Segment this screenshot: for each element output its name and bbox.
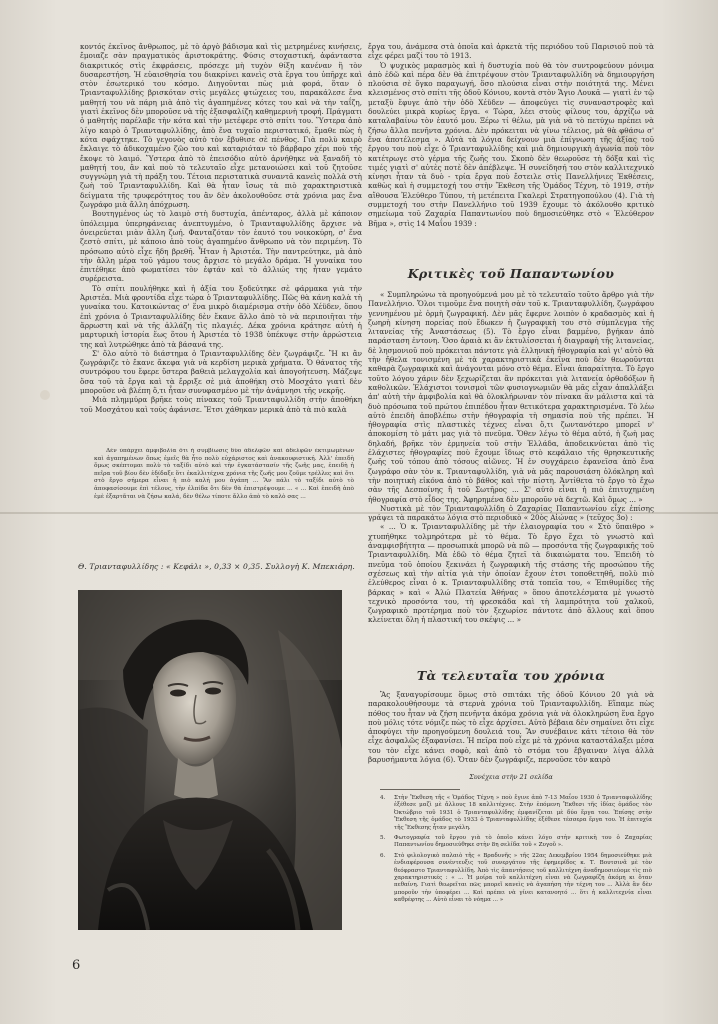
paragraph: ἔργα του, ἀνάμεσα στὰ ὁποῖα καὶ ἀρκετὰ τῆς περιόδου τοῦ Παρισιοῦ ποὺ τὰ εἶχε φέρει μαζί του τὸ 1913. xyxy=(368,42,654,61)
critique-text xyxy=(368,290,654,662)
section-heading-critiques: Κριτικὲς τοῦ Παπαντωνίου xyxy=(407,266,615,281)
footnote xyxy=(380,835,652,850)
footnotes xyxy=(380,795,652,908)
paragraph: Μιὰ πλημμύρα βρῆκε τοὺς πίνακες τοῦ Τριανταφυλλίδη στὴν ἀποθήκη τοῦ Μοσχάτου καὶ τοὺς ἀφάνισε. Ἔτσι χάθηκαν μερικὰ ἀπὸ τὰ πιὸ καλὰ xyxy=(80,395,362,414)
painting-kefali-photo xyxy=(78,590,342,930)
paragraph: Σ' ὅλο αὐτὸ τὸ διάστημα ὁ Τριανταφυλλίδης δὲν ζωγράφιζε. Ἢ κι ἂν ζωγράφιζε τὸ ἔκανε ἄκεφα γιὰ νὰ κερδίση μερικὰ χρήματα. Ὁ θάνατος τῆς συντρόφου του ἔφερε ὕστερα βαθειὰ μελαγχολία καὶ ἀπογοήτευση. Μάζεψε ὅσα τοῦ τὰ ἔργα καὶ τὰ ἔρριξε σὲ μιὰ ἀποθήκη στὸ Μοσχάτο γιατὶ δὲν μποροῦσε νὰ βλέπη ὅ,τι ἦταν συνυφασμένο μὲ τὴν ἀνάμνησι τῆς νεκρῆς. xyxy=(80,348,362,395)
paragraph: Ἂς ξαναγυρίσουμε ὅμως στὸ σπιτάκι τῆς ὁδοῦ Κόνιου 20 γιὰ νὰ παρακολουθήσουμε τὰ στερνὰ χρόνια τοῦ Τριανταφυλλίδη. Εἴπαμε πὼς πόθος του ἦταν νὰ ζήση πενῆντα ἀκόμα χρόνια γιὰ νὰ ὁλοκληρώση ἕνα ἔργο ποὺ μόλις τότε νόμιζε πὼς τὸ εἶχε ἀρχίσει. Αὐτὸ βέβαια δὲν σημαίνει ὅτι εἶχε ἀποφύγει τὴν προηγούμενη δουλειά του. Ἂν συνέβαινε κάτι τέτοιο θὰ τὸν εἶχε ἀσφαλῶς ἐξαφανίσει. Ἡ πεῖρα ποὺ εἶχε μὲ τὰ χρόνια καταστάλαξει μέσα του τὸν εἶχε κάνει σοφὸ, καὶ ἀπὸ τὸ στόμα του ἔβγαιναν λίγα ἀλλὰ βαρυσήμαντα λόγια (6). Ὅταν δὲν ζωγράφιζε, περνοῦσε τὸν καιρὸ xyxy=(368,690,654,765)
footnote xyxy=(380,795,652,832)
footnote-number: 5. xyxy=(380,835,386,842)
portrait-illustration xyxy=(78,590,342,930)
last-years-text xyxy=(368,690,654,772)
continued-on-page: Συνέχεια στὴν 21 σελίδα xyxy=(469,773,553,781)
right-column-intro xyxy=(368,42,654,262)
paragraph: κοντός ἐκεῖνος ἄνθρωπος, μὲ τὸ ἀργὸ βάδισμα καὶ τὶς μετρημένες κινήσεις, ἔμοιαζε σὰν πραγματικὸς ἀριστοκράτης. Φύσις στοχαστική, ἀφάνταστα διακριτικός στὶς ἐκφράσεις, πρόσεχε μὴ τυχὸν θίξη κανέναν ἢ τὸν δυσαρεστήση. Ἡ εὐαισθησία του διακρίνει κανεὶς στὰ ἔργα του ὑπῆρχε καὶ στὸν ἐσωτερικό του κόσμο. Διηγοῦνται πὼς μιὰ φορά, ὅταν ὁ Τριανταφυλλίδης βρισκόταν στὶς μεγάλες φτώχειες του, παρακάλεσε ἕνα μαθητή του νὰ πάρη μιὰ ἀπὸ τὶς ἀγαπημένες κότες του καὶ νὰ τὴν ταΐζη, γιατὶ ἐκεῖνος δὲν μποροῦσε νὰ τῆς ἐξασφαλίζη καθημερινὴ τροφή. Πράγματι ὁ μαθητὴς παρέλαβε τὴν κότα καὶ τὴν μετέφερε στὸ σπίτι του. Ὕστερα ἀπὸ λίγο καιρὸ ὁ Τριανταφυλλίδης, ἀπὸ ἕνα τυχαῖο περιστατικό, ἔμαθε πὼς ἡ κότα σφάχτηκε. Τὸ γεγονὸς αὐτὸ τὸν ἔβυθισε σὲ πένθος. Γιὰ πολὺ καιρὸ ἔκλαιγε τὸ ἀδικοχαμένο ζῶο του καὶ καταριόταν τὸ βάρβαρο χέρι ποὺ τῆς ἔκοψε τὸ λαιμό. Ὕστερα ἀπὸ τὸ ἐπεισόδιο αὐτὸ ἀρνήθηκε νὰ ξαναδῆ τὸ μαθητή του, ἂν καὶ ποὺ τὸ τελευταῖο εἶχε μετανοιώσει καὶ τοῦ ζητοῦσε συγγνώμη γιὰ τὴ πράξη του. Τέτοια περιστατικὰ συναντᾶ κανεὶς πολλὰ στὴ ζωὴ τοῦ Τριανταφυλλίδη. Καὶ θὰ ἦταν ἴσως τὰ πιὸ χαρακτηριστικὰ δείγματα τῆς τρυφερότητος του ἂν δὲν ἀκολουθοῦσε στὰ χρόνια μας ἕνα ζωγράφο μιὰ ἄλλη ἀπόχρωση. xyxy=(80,42,362,210)
paper-stain xyxy=(40,390,50,400)
paragraph: Ὁ ψυχικὸς μαρασμὸς καὶ ἡ δυστυχία ποὺ θὰ τὸν συντροφεύουν μόνιμα ἀπὸ ἐδῶ καὶ πέρα δὲν θὰ ἐπιτρέψουν στὸν Τριανταφυλλίδη νὰ δημιουργήση πλούσια σὲ ὄγκο παραγωγή, ὅσο πλούσια εἶναι στὴν ποιότητά της. Μένει κλεισμένος στὸ σπίτι τῆς ὁδοῦ Κόνιου, κοντὰ στὸν Ἅγιο Λουκᾶ — γιατὶ ἐν τῷ μεταξὺ ἔφυγε ἀπὸ τὴν ὁδὸ Χέϋδεν — ἀποφεύγει τὶς συναναστροφὲς καὶ δουλεύει μικρὰ κυρίως ἔργα. « Τώρα, λέει στοὺς φίλους του, ἀρχίζω νὰ καταλαβαίνω τὸν ἑαυτό μου. Ξέρω τί θέλω, μὰ γιὰ νὰ τὸ πετύχω πρέπει νὰ ζήσω ἄλλα πενῆντα χρόνια. Δὲν πρόκειται νὰ γίνω τέλειος, μὰ θὰ φθάσω σ' ἕνα ἀποτέλεσμα ». Αὐτὰ τὰ λόγια δείχνουν μιὰ ἐπίγνωση τῆς ἀξίας τοῦ ἔργου του ποὺ εἶχε ὁ Τριανταφυλλίδης καὶ μιὰ δημιουργικὴ ἀγωνία ποὺ τὸν κατέτρωγε στὸ γέρμα τῆς ζωῆς του. Σκοπὸ δὲν θεωροῦσε τὴ δόξα καὶ τὶς τιμές γιατὶ σ' αὐτὲς ποτὲ δὲν ἀπέβλεψε. Ἡ συνείδησή του στὸν καλλιτεχνικὸ κίνησι ἦταν τὰ δυὸ - τρία ἔργα ποὺ ἔστειλε στὶς Πανελλήνιες Ἐκθέσεις, καθὼς καὶ ἡ συμμετοχή του στὴν Ἔκθεση τῆς Ὁμάδος Τέχνη, τὸ 1919, στὴν αἴθουσα Ἐλεύθερο Τύπου, τὴ μετέπειτα Γκαλερὶ Στρατηγοπούλου (4). Γιὰ τὴ συμμετοχή του στὴν Πανελλήνιο τοῦ 1939 ἔχουμε τὸ ἀκόλουθο κριτικὸ σημείωμα τοῦ Ζαχαρία Παπαντωνίου ποὺ δημοσιεύθηκε στὸ « Ἐλεύθερον Βῆμα », στὶς 14 Μαΐου 1939 : xyxy=(368,60,654,228)
painting-caption: Θ. Τριανταφυλλίδης : « Κεφάλι », 0,33 × 0,35. Συλλογὴ Κ. Μπεκιάρη. xyxy=(78,562,355,571)
section-heading-last-years: Τὰ τελευταῖα του χρόνια xyxy=(416,668,606,683)
paragraph: Τὸ σπίτι πουλήθηκε καὶ ἡ ἀξία του ξοδεύτηκε σὲ φάρμακα γιὰ τὴν Ἀριστέα. Μιὰ φροντίδα εἶχε τώρα ὁ Τριανταφυλλίδης. Πῶς θὰ κάνη καλὰ τὴ γυναίκα του. Κατοικώντας σ' ἕνα μικρὸ διαμέρισμα στὴν ὁδὸ Χέϋδεν, ὅπου ἐπὶ χρόνια ὁ Τριανταφυλλίδης δὲν ἔκανε ἄλλο ἀπὸ τὸ νὰ περιποιῆται τὴν ἄρρωστη καὶ νὰ τῆς ἀλλάζη τὶς πλαγιές. Δέκα χρόνια κράτησε αὐτὴ ἡ μαρτυρικὴ ἱστορία ἕως ὅτου ἡ Ἀριστέα τὸ 1938 ὑπέκυψε στὴν ἀρρώστεια της καὶ λυτρώθηκε ἀπὸ τὰ βάσανά της. xyxy=(80,283,362,349)
paragraph: « Συμπληρώνω τὰ προηγούμενά μου μὲ τὸ τελευταῖο τοῦτο ἄρθρο γιὰ τὴν Πανελλήνιο. Ὅλοι τιμοῦμε ἕνα ποιητὴ σὰν τοῦ κ. Τριανταφυλλίδη, ζωγράφου γεννημένου μὲ ὁρμὴ ζωγραφική. Δὲν μᾶς ἔφερνε λοιπὸν ὁ κραδασμὸς καὶ ἡ ζωηρὴ κίνηση πορείας ποὺ ἔδωκεν ἡ ζωγραφικὴ του στὸ σύμπλεγμα τῆς λιτανείας τῆς Ἀναστάσεως (5). Τὸ ἔργο εἶναι βαμμένο, βγήκαν ἀπὸ παράσταση ἐντονη. Ὅσο ἀραιὰ κι ἂν ἐκτυλίσσεται ἡ διαγραφὴ τῆς λιτανείας, δὲ λησμονιοῦ ποὺ πρόκειται πάντοτε γιὰ ἑλληνικὴ ἠθογραφία καὶ γι' αὐτὸ θὰ τὴν ἤθελα τονισμένη μὲ τὰ χαρακτηριστικὰ ἐκεῖνα ποὺ δὲν θεωροῦνται καθαρὰ ζωγραφικὰ καὶ ἀνάγονται μόνο στὸ θέμα. Εἶναι ἀπαραίτητα. Τὸ ἔργο τοῦτο λόγου χάριν δὲν ξεχωρίζεται ἂν πρόκειται γιὰ λιτανεία ὀρθοδόξων ἢ καθολικῶν. Ἐλάχιστοι τονισμοὶ τῶν φυσιογνωμιῶν θὰ μᾶς εἶχαν ἀπαλλάξει ἀπ' αὐτὴ τὴν ἀμφιβολία καὶ θὰ ὁλοκλήρωναν τὸν πίνακα ἂν μάλιστα καὶ τὰ δυὸ πρόσωπα τοῦ πρώτου ἐπιπέδου ἦταν θετικότερα χαρακτηρισμένα. Τὸ λέω αὐτὸ ἐπειδὴ ἀποβλέπω στὴν ἠθογραφία τὴ σημασία ποὺ τῆς πρέπει. Ἡ ἠθογραφία στὶς πλαστικὲς τέχνες εἶναι ὅ,τι ζωντανότερο μπορεῖ ν' ἀποκομίση τὸ μάτι μας γιὰ τὸ πνεῦμα. Ὅθεν λέγω τὸ θέμα αὐτό, ἡ ζωὴ μας δηλαδή, βρῆκε τὸν ἐρμηνεία τοῦ στὴν Ἑλλάδα, ἀποδεικνύεται ἀπὸ τὶς ἐλάχιστες ἠθογραφίες ποὺ ἔχουμε ἴδιως στὸ κεφάλαιο τῆς θρησκευτικῆς ζωῆς τοῦ τόπου ἀπὸ τόσους αἰῶνες. Ἡ ἐν συγχάρειο ἐφανεῖσα ἀπὸ ἕνα ζωγράφο σὰν τὸν κ. Τριανταφυλλίδη, γιὰ νὰ μᾶς παρουσιάση ὁλόκληρη καὶ τὴν ποιητικὴ εἰκόνα ἀπὸ τὸ βάθος καὶ τὴν πίστη. Ἀντίθετα τὸ ἔργο τὸ ἔχω σὰν τῆς Δεσποίνης ἢ τοῦ Σωτῆρος ... Σ' αὐτὸ εἶναι ἡ πιὸ ἐπιτυχημένη ἠθογραφία στὸ εἶδος της. Ἀφηρημένα δὲν μποροῦν νὰ δεχτῶ. Καὶ ὅμως ... » xyxy=(368,290,654,504)
footnote-text: Στὸ φιλολογικὸ παλαιὸ τῆς « Βραδυνῆς » τῆς 22ας Δεκεμβρίου 1954 δημοσιεύθηκε μιὰ ἐνδιαφέρουσα συνέντευξις τοῦ συνεργάτου τῆς ἐφημερίδος κ. Τ. Βουτσινᾶ μὲ τὸν θεόφραστο Τριανταφυλλίδη. Ἀπὸ τὶς ἀπαντήσεις τοῦ καλλιτέχνη ἀναδημοσιεύομε τὶς πιὸ χαρακτηριστικές : « ... Ἡ μοίρα τοῦ καλλιτέχνη εἶναι νὰ ζωγραφίζη ἀκόμη κι ὅταν πεθαίνη. Γιατὶ θεωρεῖται πῶς μπορεῖ κανεὶς νὰ ἀγαπήση τὴν τέχνη του ... Ἀλλὰ ἂν δὲν μποροῦν τὴν ὑποφέρει ... Καὶ πρέπει νὰ γίνει κατανοητό ... ὅτι ἡ καλλιτεχνία εἶναι καθρέφτης ... Αὐτὸ εἶναι τὸ νόημα ... » xyxy=(394,852,652,904)
paragraph: Δὲν ὑπάρχει ἀμφιβολία ὅτι ἡ συμβίωσις δύο ἀδελφῶν καὶ ἀδελφῶν ἐκτιμωμένων καὶ ἀγαπημένων ὅπως ἐμεῖς θὰ ἦτο πολὺ εὐχάριστος καὶ ἀνακουφιστική. Ἀλλ' ἐπειδὴ ὅμως σκέπτομαι πολὺ τὸ ταξίδι αὐτὸ καὶ τὴν ἐγκατάστασίν τῆς ζωῆς μας, ἐπειδὴ ἡ πεῖρα τοῦ βίου δὲν ἐδίδαξε ὅτι ἐκαλλιτέχνα χρόνια τῆς ζωῆς μου ζοῦμε τρέλλες καὶ ὅτι στὸ ἔργο σήμερα εἶναι ἡ πιὸ καλή μου ἀγάπη ... Ἂν πάλι τὸ ταξίδι αὐτὸ τὸ ἀποφασίσουμε ἐπὶ τέλους, τὴν ἐλπίδα ὅτι δὲν θὰ ἐπιστρέψουμε ... « ... Καὶ ἐπειδὴ ἀπὸ ἐμὲ ἐξαρτᾶται νὰ ζήσω καλά, δὲν θέλω τίποτε ἄλλο ἀπὸ τὸ καλὸ σας ... xyxy=(94,448,354,500)
page-number: 6 xyxy=(72,958,81,973)
footnote-text: Στὴν Ἔκθεση τῆς « Ὁμάδος Τέχνη » ποὺ ἔγινε ἀπὸ 7-13 Μαΐου 1930 ὁ Τριανταφυλλίδης ἐξέθεσε μαζὶ μὲ ἄλλους 18 καλλιτέχνες. Στὴν ἑπόμενη Ἔκθεσι τῆς ἰδίας ὁμάδος τὸν Ὀκτώβριο τοῦ 1931 ὁ Τριανταφυλλίδης ἐμφανίζεται μὲ δύο ἔργα του. Ἐπίσης στὴν Ἔκθεση τῆς ὁμάδος τὸ 1933 ὁ Τριανταφυλλίδης ἐξέθεσε τέσσερα ἔργα του. Ἡ ἐπιτυχία τῆς Ἔκθεσης ἦταν μεγάλη. xyxy=(394,795,652,831)
footnote-number: 4. xyxy=(380,795,386,801)
paragraph: « ... Ὁ κ. Τριανταφυλλίδης μὲ τὴν ἐλαιογραφία του « Στὸ ὕπαιθρο » χτυπήθηκε τολμηρότερα μὲ τὸ θέμα. Τὸ ἔργο ἔχει τὸ γνωστὸ καὶ ἀναμφισβήτητα — προσωπικὰ μπορῶ νὰ πῶ — προσόντα τῆς ζωγραφικῆς τοῦ Τριανταφυλλίδη. Μὰ ἐδῶ τὸ θέμα ζητεῖ τὰ δικαιώματα του. Ἐπειδὴ τὸ πνεῦμα τοῦ ὁποίου ξεκινάει ἡ ζωγραφικὴ τῆς στάσης τῆς προσώπου τῆς σχέσεως καὶ τὴν αἰτία γιὰ τὴν ὁποίαν ἔχουν ἐτσι τοποθετηθῆ, πολὺ πιὸ ἐλεύθερος εἶναι ὁ κ. Τριανταφυλλίδης στὰ τοπεῖα του, « Ἐπιθυμίδες τῆς βάρκας » καὶ « Ἀλώ Πλατεία Ἀθήνας » ὅπου ἀποτελέσματα μὲ γνωστὸ τεχνικὸ προσόντα του, τὴ φρεσκάδα καὶ τὴ λαμπρότητα τοῦ χαλκοῦ, ζωγραφικὸ προτέρημα ποὺ τὸν ξεχωρίσε πάντοτε ἀπὸ ἄλλους καὶ ὅπου κλείνεται ὅλη ἡ πλαστική του σκέψις ... » xyxy=(368,522,654,625)
footnote-number: 6. xyxy=(380,852,386,859)
paragraph: Νυστικὰ μὲ τὸν Τριανταφυλλίδη ὁ Ζαχαρίας Παπαντωνίου εἶχε ἐπίσης γράψει τὰ παρακάτω λόγια στὸ περιοδικὸ « 20ὸς Αἰώνας » (τεῦχος 3ο) : xyxy=(368,503,654,523)
left-column-text xyxy=(80,42,362,450)
quoted-letter-note xyxy=(94,448,354,540)
footnote xyxy=(380,853,652,905)
footnote-text: Φωτογραφία τοῦ ἔργου γιὰ τὸ ὁποῖο κάνει λόγο στὴν κριτικὴ του ὁ Ζαχαρίας Παπαντωνίου δημοσιεύθηκε στὴν 8η σελίδα τοῦ « Ζυγοῦ ». xyxy=(394,835,652,849)
paragraph: Βουτηγμένος ὡς τὸ λαιμὸ στὴ δυστυχία, ἀπένταρος, ἀλλὰ μὲ κάποιον ὑπόλειμμα ὑπερηφάνειας ἀνεπτυγμένο, ὁ Τριανταφυλλίδης ἄρχισε νὰ ὀνειρεύεται μιὰν ἄλλη ζωή. Φανταζόταν τὸν ἑαυτό του νοικοκύρη, σ' ἕνα ζεστὸ σπίτι, μὲ κάποιο ἀπὸ τοὺς ἀγαπημένο ἄνθρωπο νὰ τὸν περιμένη. Τὸ πρόσωπο αὐτὸ εἶχε ἤδη βρεθῆ. Ἦταν ἡ Ἀριστέα. Τὴν παντρεύτηκε, μὰ ἀπὸ τὴν ἄλλη μέρα τοῦ γάμου τους ἄρχισε τὸ μεγάλο δράμα. Ἡ γυναίκα του ἐπιτέθηκε ἀπὸ φωματίσει τὸν ἐφτάν καὶ τὸ ἀλλιώς της ἦταν γεμάτο συρέρειστα. xyxy=(80,209,362,284)
footnote-divider xyxy=(380,789,460,790)
